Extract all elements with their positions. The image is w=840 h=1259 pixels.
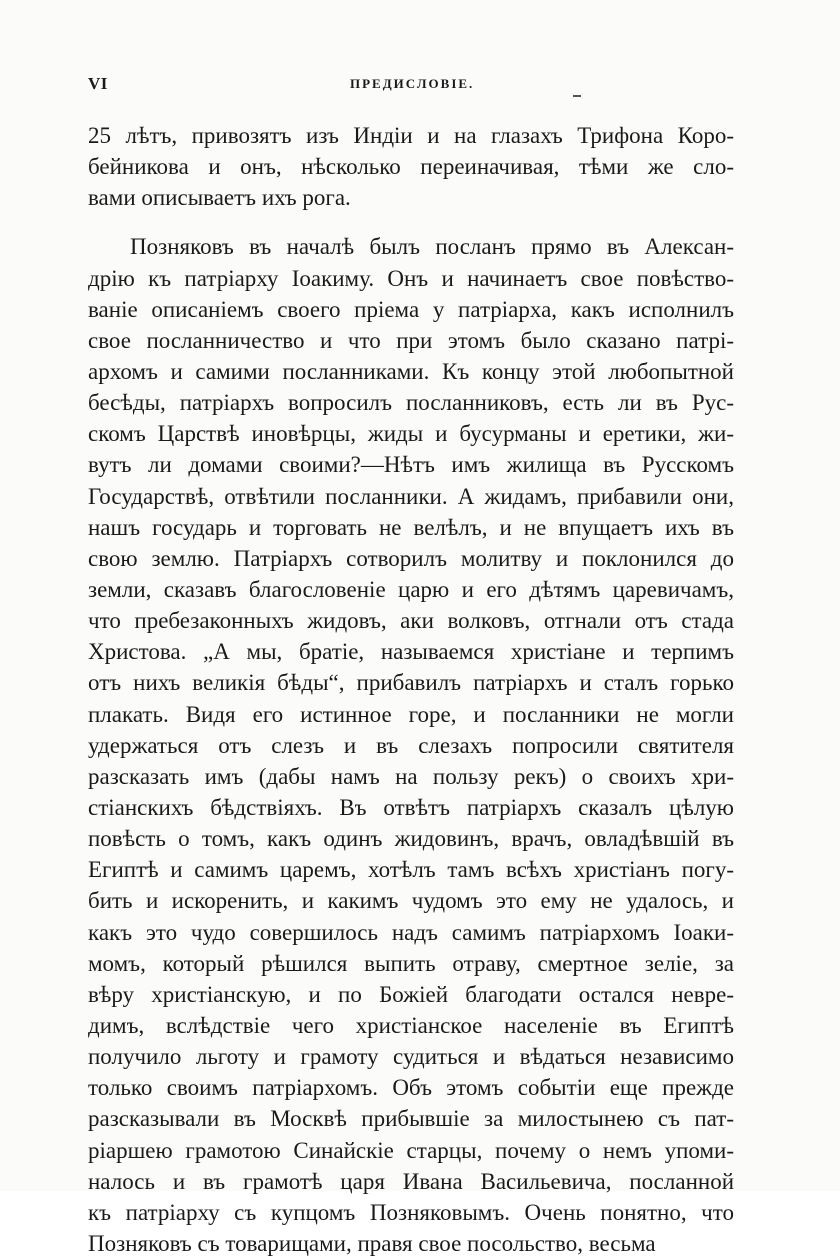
text-line: архомъ и самими посланниками. Къ концу этой любопытной — [88, 358, 734, 384]
text-line: вами описываетъ ихъ рога. — [88, 185, 351, 211]
text-line: 25 лѣтъ, привозятъ изъ Индіи и на глазахъ Трифона Коро- — [88, 123, 734, 148]
text-line: земли, сказавъ благословеніе царю и его дѣтямъ царевичамъ, — [88, 576, 734, 602]
text-line: ріаршею грамотою Синайскіе старцы, почему о немъ упоми- — [88, 1137, 734, 1163]
text-line: Позняковъ въ началѣ былъ посланъ прямо въ Алексан- — [130, 234, 734, 260]
text-line: бейникова и онъ, нѣсколько переиначивая, тѣми же сло- — [88, 154, 734, 180]
text-line: вутъ ли домами своими?—Нѣтъ имъ жилища въ Русскомъ — [88, 452, 734, 478]
text-line: получило льготу и грамоту судиться и вѣдаться независимо — [88, 1044, 734, 1070]
page-header — [88, 74, 734, 100]
text-line: Позняковъ съ товарищами, правя свое посольство, весьма — [88, 1230, 656, 1256]
text-line: бесѣды, патріархъ вопросилъ посланниковъ, есть ли въ Рус- — [88, 390, 734, 416]
text-line: Египтѣ и самимъ царемъ, хотѣлъ тамъ всѣхъ христіанъ погу- — [88, 857, 734, 883]
paragraph — [88, 120, 734, 213]
text-line: какъ это чудо совершилось надъ самимъ патріархомъ Іоаки- — [88, 919, 734, 945]
paragraph-gap — [88, 213, 734, 231]
text-line: нашъ государь и торговать не велѣлъ, и не впущаетъ ихъ въ — [88, 514, 734, 540]
text-line: налось и въ грамотѣ царя Ивана Васильевича, посланной — [88, 1168, 734, 1194]
text-line: дрію къ патріарху Іоакиму. Онъ и начинаетъ свое повѣство- — [88, 265, 734, 291]
text-line: къ патріарху съ купцомъ Позняковымъ. Очень понятно, что — [88, 1199, 734, 1225]
text-line: момъ, который рѣшился выпить отраву, смертное зеліе, за — [88, 950, 734, 976]
page-number: VI — [88, 74, 108, 93]
text-line: повѣсть о томъ, какъ одинъ жидовинъ, врачъ, овладѣвшій въ — [88, 826, 734, 852]
text-line: ваніе описаніемъ своего пріема у патріарха, какъ исполнилъ — [88, 296, 734, 322]
text-line: димъ, вслѣдствіе чего христіанское населеніе въ Египтѣ — [88, 1012, 734, 1038]
text-line: стіанскихъ бѣдствіяхъ. Въ отвѣтъ патріархъ сказалъ цѣлую — [88, 794, 734, 820]
paragraph — [88, 231, 734, 1259]
text-line: отъ нихъ великія бѣды“, прибавилъ патріархъ и сталъ горько — [88, 670, 734, 696]
text-line: разсказывали въ Москвѣ прибывшіе за милостынею съ пат- — [88, 1106, 734, 1132]
text-line: свою землю. Патріархъ сотворилъ молитву и поклонился до — [88, 545, 734, 571]
running-title: ПРЕДИСЛОВІЕ. — [350, 76, 475, 91]
text-line: что пребезаконныхъ жидовъ, аки волковъ, отгнали отъ стада — [88, 608, 734, 634]
text-line: Христова. „А мы, братіе, называемся христіане и терпимъ — [88, 639, 734, 665]
text-line: плакать. Видя его истинное горе, и посланники не могли — [88, 701, 734, 727]
print-mark — [573, 95, 581, 97]
text-line: бить и искоренить, и какимъ чудомъ это ему не удалось, и — [88, 888, 734, 914]
text-line: удержаться отъ слезъ и въ слезахъ попросили святителя — [88, 732, 734, 758]
text-line: скомъ Царствѣ иновѣрцы, жиды и бусурманы и еретики, жи- — [88, 421, 734, 447]
body-text — [88, 120, 734, 1259]
text-line: Государствѣ, отвѣтили посланники. А жидамъ, прибавили они, — [88, 483, 734, 509]
text-line: только своимъ патріархомъ. Объ этомъ событіи еще прежде — [88, 1075, 734, 1101]
text-line: свое посланничество и что при этомъ было сказано патрі- — [88, 327, 734, 353]
text-line: вѣру христіанскую, и по Божіей благодати остался невре- — [88, 981, 734, 1007]
text-line: разсказать имъ (дабы намъ на пользу рекъ) о своихъ хри- — [88, 763, 734, 789]
